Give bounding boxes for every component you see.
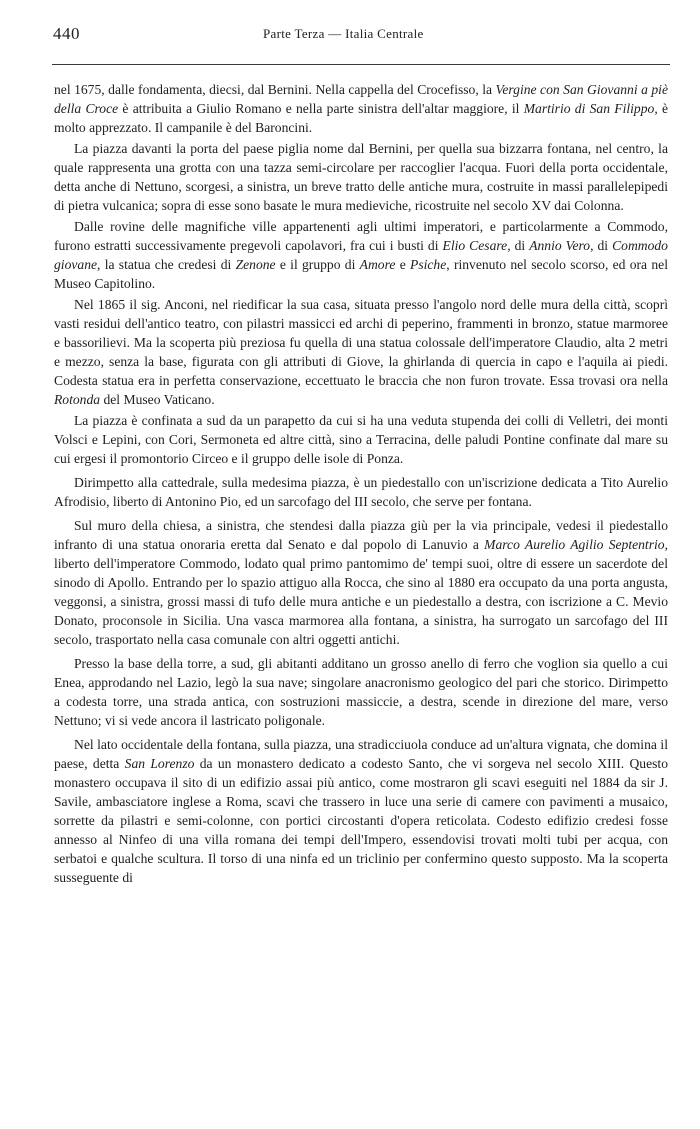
text-run: , di [507,238,530,253]
italic-text: Zenone [235,257,276,272]
paragraph [54,80,668,137]
italic-text: San Lorenzo [124,756,195,771]
text-run: da un monastero dedicato a codesto Santo, che vi sorgeva nel secolo XIII. Questo monastero occupava il sito di un edifizio assai più antico, come mostraron gli scavi eseguiti nel 1884 da sir J. Savile, ambasciatore inglese a Roma, scavi che trassero in luce una serie di camere con pavimenti a musaico, sorrette da pilastri e semi-colonne, con portici circostanti d'opera reticolata. Codesto edifizio credesi fosse annesso al Ninfeo di una villa romana dei tempi dell'Impero, essendovisi trovati molti tubi per acqua, con serbatoi e qualche scultura. Il torso di una ninfa ed un triclinio per confermino questo supposto. Ma la scoperta susseguente di [54,756,668,885]
running-title: Parte Terza — Italia Centrale [263,26,424,41]
italic-text: Marco Aurelio Agilio Septentrio [484,537,665,552]
paragraph [54,473,668,511]
text-run: La piazza davanti la porta del paese piglia nome dal Bernini, per quella sua bizzarra fontana, nel centro, la quale rappresenta una grotta con una tazza semi-circolare per raccoglier l'acqua. Fuori della porta occidentale, detta anche di Nettuno, scorgesi, a sinistra, un breve tratto delle antiche mura, costruite in massi parallelepipedi di pietra vulcanica; sopra di esse sono basate le mura medieviche, ricostruite nel secolo XV dai Colonna. [54,141,668,213]
page-number: 440 [53,24,80,43]
paragraph [54,654,668,730]
paragraph [54,295,668,409]
paragraph [54,735,668,887]
text-run: , è molto apprezzato. Il campanile è del Baroncini. [54,101,669,135]
italic-text: Vergine con San Giovanni a piè della Croce [54,82,668,116]
text-run: del Museo Vaticano. [100,392,215,407]
italic-text: Annio Vero [529,238,591,253]
italic-text: Amore [359,257,396,272]
italic-text: Rotonda [54,392,101,407]
text-run: , liberto dell'imperatore Commodo, lodato qual primo pantomimo de' tempi suoi, oltre di essere un sacerdote del sinodo di Apollo. Entrando per lo spazio attiguo alla Rocca, che sino al 1880 era occupato da una porta angusta, veggonsi, a sinistra, grossi massi di tufo delle mura antiche e un piedestallo a destra, con iscrizione a C. Mevio Donato, proconsole in Sicilia. Una vasca marmorea alla fontana, a sinistra, ha surrogato un sarcofago del III secolo, trasportato nella casa comunale con altri oggetti antichi. [54,537,668,647]
italic-text: Elio Cesare [442,238,508,253]
italic-text: Psiche [410,257,447,272]
paragraph [54,217,668,293]
text-run: Nel lato occidentale della fontana, sulla piazza, una stradicciuola conduce ad un'altura vignata, che domina il paese, detta [54,737,668,771]
text-run: nel 1675, dalle fondamenta, diecsi, dal Bernini. Nella cappella del Crocefisso, la [54,82,496,97]
paragraph [54,139,668,215]
text-run: Dalle rovine delle magnifiche ville appartenenti agli ultimi imperatori, e particolarmente a Commodo, furono estratti successivamente pregevoli capolavori, fra cui i busti di [54,219,668,253]
page-header [53,24,669,48]
text-run: è attribuita a Giulio Romano e nella parte sinistra dell'altar maggiore, il [118,101,524,116]
text-run: , di [590,238,613,253]
text-run: , la statua che credesi di [97,257,236,272]
text-run: Presso la base della torre, a sud, gli abitanti additano un grosso anello di ferro che voglion sia quello a cui Enea, approdando nel Lazio, legò la sua nave; singolare anacronismo geologico del pari che storico. Dirimpetto a codesta torre, una strada antica, con sostruzioni massiccie, a destra, scende in direzione del mare, verso Nettuno; vi si vede ancora il lastricato poligonale. [54,656,668,728]
italic-text: Commodo giovane [54,238,668,272]
paragraph [54,516,668,649]
text-run: Nel 1865 il sig. Anconi, nel riedificar la sua casa, situata presso l'angolo nord delle mura della città, scoprì vasti residui dell'antico teatro, con pilastri massicci ed archi di peperino, frammenti in bronzo, statue marmoree e bassorilievi. Ma la scoperta più preziosa fu quella di una statua colossale dell'imperatore Claudio, alta 2 metri e mezzo, senza la base, figurata con gli attributi di Giove, la ghirlanda di quercia in capo e l'aquila ai piedi. Codesta statua era in perfetta conservazione, eccettuato le braccia che non furon trovate. Essa trovasi ora nella [54,297,668,388]
text-run: La piazza è confinata a sud da un parapetto da cui si ha una veduta stupenda dei colli di Velletri, dei monti Volsci e Lepini, con Cori, Sermoneta ed altre città, sino a Terracina, delle paludi Pontine confinate dal mare su cui ergesi il promontorio Circeo e il gruppo delle isole di Ponza. [54,413,668,466]
text-run: e [395,257,411,272]
header-rule [52,64,670,65]
text-run: Sul muro della chiesa, a sinistra, che stendesi dalla piazza giù per la via principale, vedesi il piedestallo infranto di una statua onoraria eretta dal Senato e dal popolo di Lanuvio a [54,518,668,552]
text-run: , rinvenuto nel secolo scorso, ed ora nel Museo Capitolino. [54,257,668,291]
text-run: e il gruppo di [275,257,360,272]
text-run: Dirimpetto alla cattedrale, sulla medesima piazza, è un piedestallo con un'iscrizione dedicata a Tito Aurelio Afrodisio, liberto di Antonino Pio, ed un sarcofago del III secolo, che serve per fontana. [54,475,668,509]
italic-text: Martirio di San Filippo [523,101,655,116]
body-text [54,80,668,889]
paragraph [54,411,668,468]
